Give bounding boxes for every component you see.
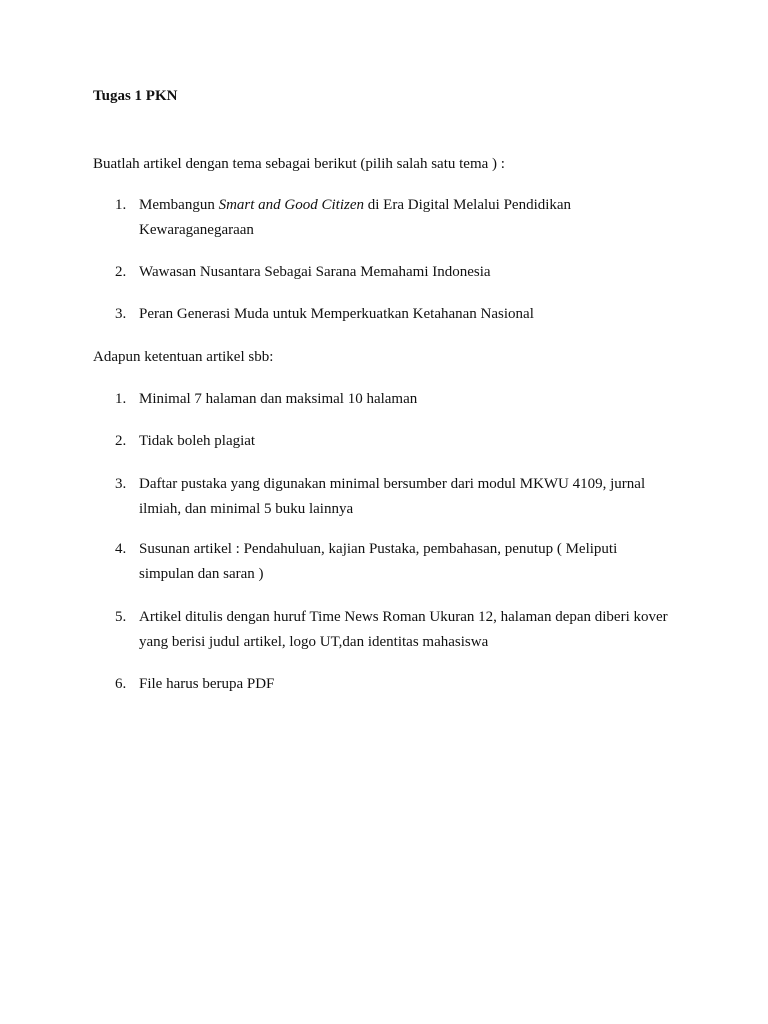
theme-text-pre: Membangun (139, 197, 219, 213)
list-number: 1. (115, 197, 127, 213)
list-text (139, 193, 673, 243)
list-text: Susunan artikel : Pendahuluan, kajian Pustaka, pembahasan, penutup ( Meliputi simpulan dan saran ) (139, 541, 618, 582)
rules-list (93, 387, 673, 702)
theme-text-italic: Smart and Good Citizen (218, 197, 365, 213)
theme-item-3 (93, 302, 673, 344)
rule-item-3 (93, 472, 673, 537)
theme-list (93, 193, 673, 344)
rule-item-1 (93, 387, 673, 429)
theme-text-post: di Era Digital Melalui Pendidikan Kewaraganegaraan (139, 197, 572, 238)
list-number: 3. (115, 306, 127, 322)
list-text: Daftar pustaka yang digunakan minimal bersumber dari modul MKWU 4109, jurnal ilmiah, dan minimal 5 buku lainnya (139, 476, 646, 517)
list-number: 4. (115, 541, 127, 557)
list-text: Peran Generasi Muda untuk Memperkuatkan Ketahanan Nasional (139, 306, 534, 322)
list-number: 5. (115, 609, 127, 625)
list-text: Wawasan Nusantara Sebagai Sarana Memahami Indonesia (139, 264, 491, 280)
list-number: 2. (115, 433, 127, 449)
list-text: Tidak boleh plagiat (139, 433, 256, 449)
intro-paragraph: Buatlah artikel dengan tema sebagai berikut (pilih salah satu tema ) : (93, 156, 505, 172)
list-number: 1. (115, 391, 127, 407)
list-number: 6. (115, 676, 127, 692)
list-number: 2. (115, 264, 127, 280)
theme-item-2 (93, 260, 673, 302)
rule-item-2 (93, 429, 673, 472)
rule-item-5 (93, 605, 673, 672)
list-text: File harus berupa PDF (139, 676, 275, 692)
page-title: Tugas 1 PKN (93, 88, 178, 104)
rules-intro: Adapun ketentuan artikel sbb: (93, 349, 274, 365)
list-text: Artikel ditulis dengan huruf Time News Roman Ukuran 12, halaman depan diberi kover yang berisi judul artikel, logo UT,dan identitas mahasiswa (139, 609, 668, 650)
list-number: 3. (115, 476, 127, 492)
theme-item-1 (93, 193, 673, 260)
rule-item-6 (93, 672, 673, 702)
rule-item-4 (93, 537, 673, 605)
list-text: Minimal 7 halaman dan maksimal 10 halaman (139, 391, 418, 407)
